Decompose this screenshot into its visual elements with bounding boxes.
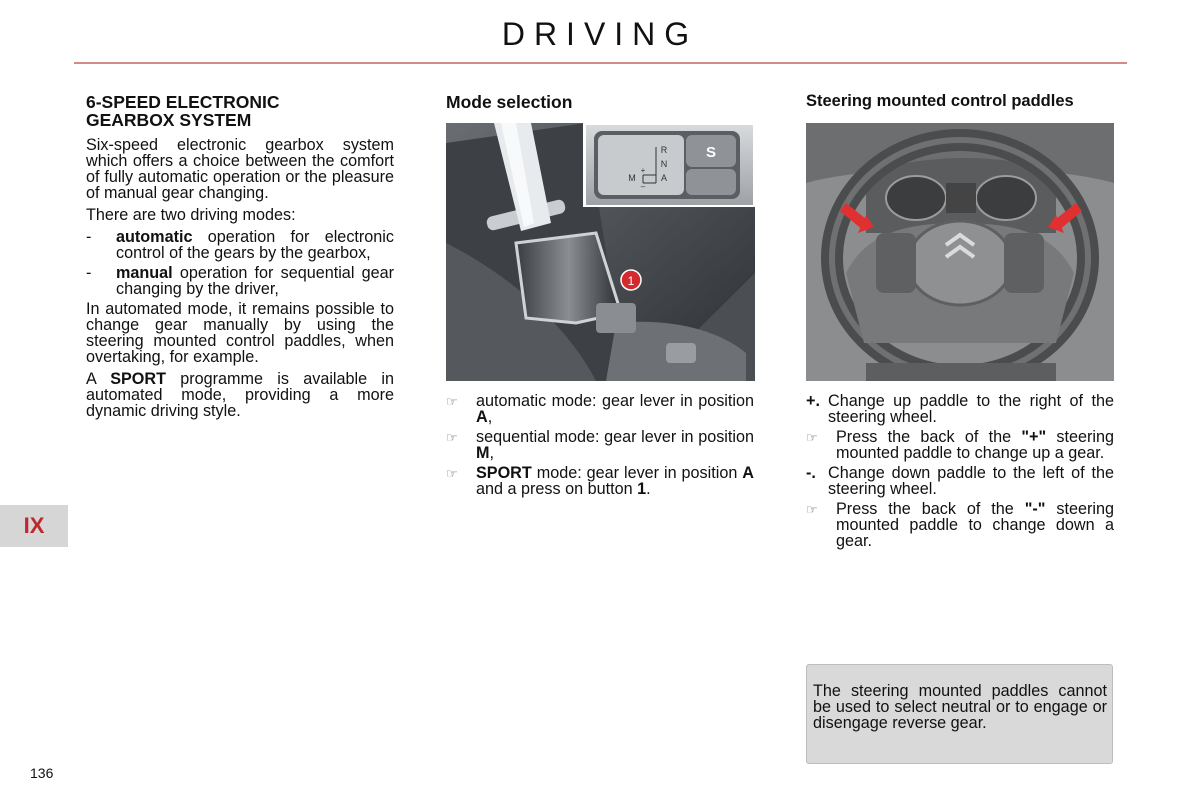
gearbox-heading	[86, 93, 394, 129]
modes-intro: There are two driving modes:	[86, 206, 296, 224]
gate-plus: +	[640, 166, 646, 175]
bullet-text	[476, 465, 754, 497]
callout-1: 1	[627, 274, 635, 288]
hand-pointer-icon: ☞	[446, 394, 458, 409]
mode-description: operation for electronic control of the gears by the gearbox,	[116, 228, 394, 262]
header-divider	[74, 62, 1127, 64]
bullet-sport	[446, 465, 754, 497]
gate-a: A	[660, 173, 668, 183]
mode-item-manual	[86, 265, 394, 297]
dash-marker: -	[86, 264, 92, 282]
bullet-bold: SPORT	[476, 464, 532, 482]
mode-item-text	[116, 229, 394, 261]
change-up-instruction	[806, 429, 1114, 461]
instruction-bold: "+"	[1021, 428, 1047, 446]
change-up-text: Change up paddle to the right of the steering wheel.	[828, 392, 1114, 426]
sport-prefix: A	[86, 370, 111, 388]
gate-m: M	[628, 173, 636, 183]
page-number: 136	[30, 765, 54, 781]
hand-pointer-icon: ☞	[446, 466, 458, 481]
sport-programme-text	[86, 371, 394, 419]
s-button-label: S	[705, 144, 717, 161]
bullet-text-part: and a press on button	[476, 480, 638, 498]
gearbox-heading-line1: 6-SPEED ELECTRONIC	[86, 92, 280, 112]
bullet-bold: A	[476, 408, 488, 426]
mode-item-automatic	[86, 229, 394, 261]
bullet-text-end: .	[646, 480, 651, 498]
page-title: DRIVING	[501, 16, 699, 52]
gearbox-column	[86, 93, 394, 425]
hand-pointer-icon: ☞	[446, 430, 458, 445]
automated-mode-text: In automated mode, it remains possible to change gear manually by using the steering mounted control paddles, when overtaking, for example.	[86, 300, 394, 366]
hand-pointer-icon: ☞	[806, 430, 818, 445]
instruction-part: Press the back of the	[836, 428, 1022, 446]
gearbox-intro: Six-speed electronic gearbox system which offers a choice between the comfort of fully automatic operation or the pleasure of manual gear changing.	[86, 136, 394, 202]
gate-n: N	[660, 159, 668, 169]
bullet-text	[476, 393, 754, 425]
plus-symbol: +.	[806, 392, 820, 410]
bullet-automatic	[446, 393, 754, 425]
mode-name: manual	[116, 264, 173, 282]
steering-wheel-illustration	[806, 123, 1114, 381]
gate-r: R	[660, 145, 668, 155]
hand-pointer-icon: ☞	[806, 502, 818, 517]
bullet-bold: 1	[637, 480, 647, 498]
instruction-part: Press the back of the	[836, 500, 1025, 518]
paddles-list	[806, 393, 1114, 553]
change-up-item	[806, 393, 1114, 425]
bullet-text	[476, 429, 754, 461]
change-down-instruction	[806, 501, 1114, 549]
gate-minus: –	[640, 182, 646, 191]
sport-description: programme is available in automated mode, providing a more dynamic driving style.	[86, 370, 394, 420]
bullet-text-part: automatic mode: gear lever in position	[476, 392, 754, 410]
gear-lever-illustration	[446, 123, 755, 381]
paddles-note-box: The steering mounted paddles cannot be used to select neutral or to engage or disengage reverse gear.	[806, 664, 1113, 764]
steering-wheel-image	[806, 123, 1114, 381]
change-down-item	[806, 465, 1114, 497]
change-down-text: Change down paddle to the left of the steering wheel.	[828, 464, 1114, 498]
instruction-bold: "-"	[1024, 500, 1046, 518]
bullet-bold: A	[742, 464, 754, 482]
dash-marker: -	[86, 228, 92, 246]
mode-selection-list	[446, 393, 754, 501]
instruction-text	[836, 429, 1114, 461]
bullet-bold: M	[476, 444, 490, 462]
minus-symbol: -.	[806, 464, 816, 482]
bullet-text-part: mode: gear lever in position	[531, 464, 743, 482]
bullet-sequential	[446, 429, 754, 461]
instruction-text	[836, 501, 1114, 549]
chapter-tab[interactable]: IX	[0, 505, 68, 547]
gear-lever-image	[446, 123, 755, 381]
mode-item-text	[116, 265, 394, 297]
sport-label: SPORT	[110, 370, 166, 388]
gearbox-heading-line2: GEARBOX SYSTEM	[86, 110, 252, 130]
instruction-part: steering mounted paddle to change down a gear.	[836, 500, 1114, 550]
instruction-part: steering mounted paddle to change up a gear.	[836, 428, 1114, 462]
mode-selection-heading: Mode selection	[446, 92, 573, 112]
paddles-heading: Steering mounted control paddles	[806, 92, 1074, 110]
mode-description: operation for sequential gear changing by the driver,	[116, 264, 394, 298]
bullet-text-end: ,	[489, 444, 494, 462]
mode-name: automatic	[116, 228, 193, 246]
bullet-text-end: ,	[487, 408, 493, 426]
bullet-text-part: sequential mode: gear lever in position	[476, 428, 754, 446]
